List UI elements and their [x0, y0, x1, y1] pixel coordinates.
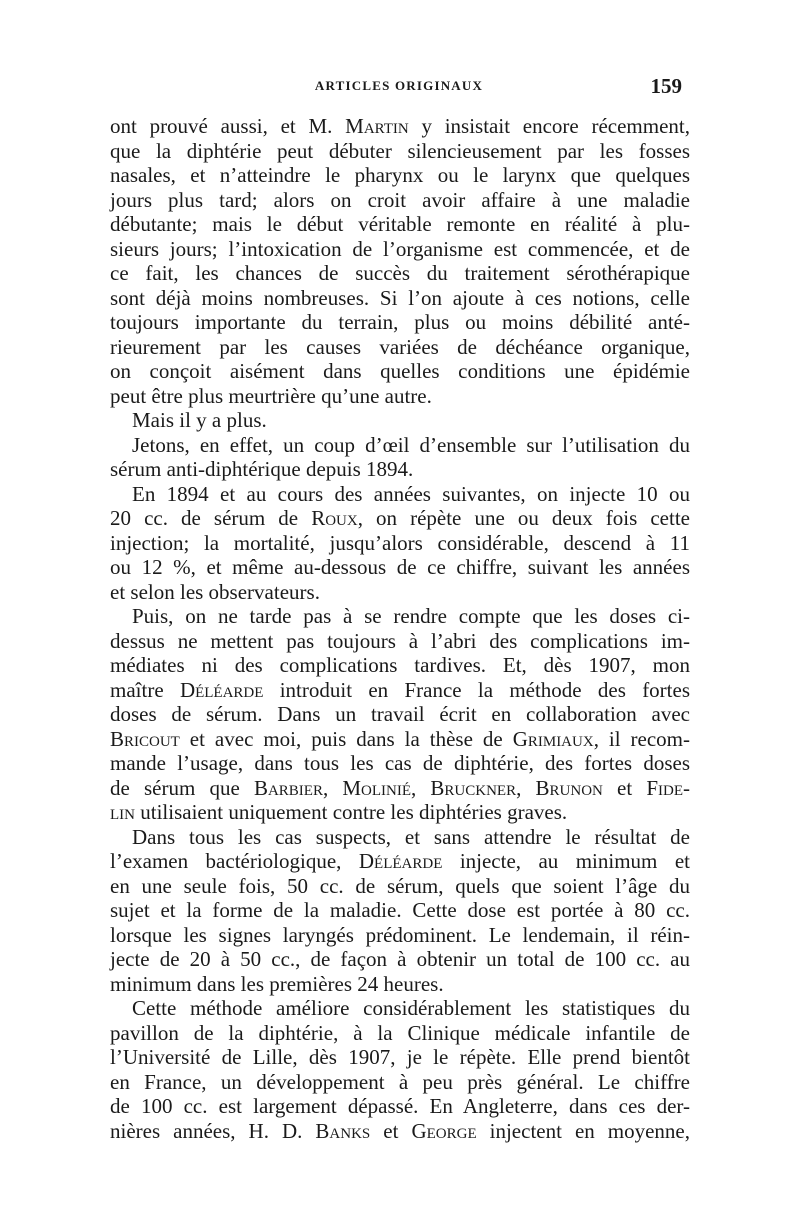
text-line: médiates ni des complications tardives. Et, dès 1907, mon — [110, 653, 690, 677]
running-head: ARTICLES ORIGINAUX — [314, 78, 484, 93]
text-line: lorsque les signes laryngés prédominent. Le lendemain, il réin- — [110, 922, 690, 947]
text-line: doses de sérum. Dans un travail écrit en collaboration avec — [110, 702, 690, 726]
text-line: que la diphtérie peut débuter silencieusement par les fosses — [110, 138, 690, 163]
text-line: minimum dans les premières 24 heures. — [110, 971, 444, 996]
text-line: En 1894 et au cours des années suivantes, on injecte 10 ou — [132, 481, 690, 506]
text-line: ont prouvé aussi, et M. Martin y insistait encore récemment, — [110, 114, 690, 138]
paragraph — [110, 604, 690, 825]
text-line: sont déjà moins nombreuses. Si l’on ajoute à ces notions, celle — [110, 285, 690, 310]
text-line: lin utilisaient uniquement contre les diphtéries graves. — [110, 800, 568, 824]
text-line: de 100 cc. est largement dépassé. En Angleterre, dans ces der- — [110, 1094, 690, 1118]
text-line: injection; la mortalité, jusqu’alors considérable, descend à 11 — [110, 530, 690, 555]
text-line: dessus ne mettent pas toujours à l’abri des complications im- — [110, 628, 690, 653]
paragraph — [110, 408, 690, 433]
text-line: en France, un développement à peu près général. Le chiffre — [110, 1069, 690, 1094]
paragraph — [110, 482, 690, 605]
text-line: maître Déléarde introduit en France la méthode des fortes — [110, 677, 691, 702]
paragraph — [110, 114, 690, 408]
text-line: jours plus tard; alors on croit avoir affaire à une maladie — [110, 187, 690, 212]
text-line: toujours importante du terrain, plus ou moins débilité anté- — [110, 310, 690, 334]
text-line: on conçoit aisément dans quelles conditions une épidémie — [110, 359, 690, 383]
text-line: sujet et la forme de la maladie. Cette dose est portée à 80 cc. — [110, 898, 690, 922]
text-line: l’examen bactériologique, Déléarde injecte, au minimum et — [110, 849, 690, 873]
text-line: en une seule fois, 50 cc. de sérum, quels que soient l’âge du — [110, 873, 690, 898]
text-line: ce fait, les chances de succès du traitement sérothérapique — [110, 261, 690, 285]
text-line: nasales, et n’atteindre le pharynx ou le larynx que quelques — [110, 163, 690, 187]
page-header — [108, 74, 690, 102]
text-line: débutante; mais le début véritable remonte en réalité à plu- — [110, 212, 690, 236]
body-text — [110, 114, 690, 1143]
text-line: nières années, H. D. Banks et George injectent en moyenne, — [110, 1118, 691, 1143]
text-line: rieurement par les causes variées de déchéance organique, — [110, 334, 690, 359]
text-line: de sérum que Barbier, Molinié, Bruckner, Brunon et Fide- — [110, 775, 690, 800]
text-line: Mais il y a plus. — [132, 408, 267, 432]
text-line: sieurs jours; l’intoxication de l’organisme est commencée, et de — [110, 236, 690, 261]
text-line: sérum anti-diphtérique depuis 1894. — [110, 457, 414, 481]
text-line: peut être plus meurtrière qu’une autre. — [110, 383, 432, 408]
text-line: 20 cc. de sérum de Roux, on répète une ou deux fois cette — [110, 506, 690, 530]
text-line: Dans tous les cas suspects, et sans attendre le résultat de — [132, 824, 690, 849]
paragraph — [110, 825, 690, 997]
text-line: mande l’usage, dans tous les cas de diphtérie, des fortes doses — [110, 751, 690, 775]
text-line: Jetons, en effet, un coup d’œil d’ensemble sur l’utilisation du — [132, 432, 690, 457]
text-line: pavillon de la diphtérie, à la Clinique médicale infantile de — [110, 1020, 690, 1045]
text-line: ou 12 %, et même au-dessous de ce chiffre, suivant les années — [110, 555, 690, 579]
text-line: Puis, on ne tarde pas à se rendre compte que les doses ci- — [132, 604, 690, 628]
paragraph — [110, 433, 690, 482]
text-line: Cette méthode améliore considérablement les statistiques du — [132, 996, 690, 1020]
text-line: l’Université de Lille, dès 1907, je le répète. Elle prend bientôt — [110, 1045, 690, 1069]
paragraph — [110, 996, 690, 1143]
page-number: 159 — [650, 74, 682, 98]
text-line: jecte de 20 à 50 cc., de façon à obtenir un total de 100 cc. au — [110, 947, 690, 971]
text-line: et selon les observateurs. — [110, 579, 320, 604]
text-line: Bricout et avec moi, puis dans la thèse de Grimiaux, il recom- — [110, 726, 690, 751]
